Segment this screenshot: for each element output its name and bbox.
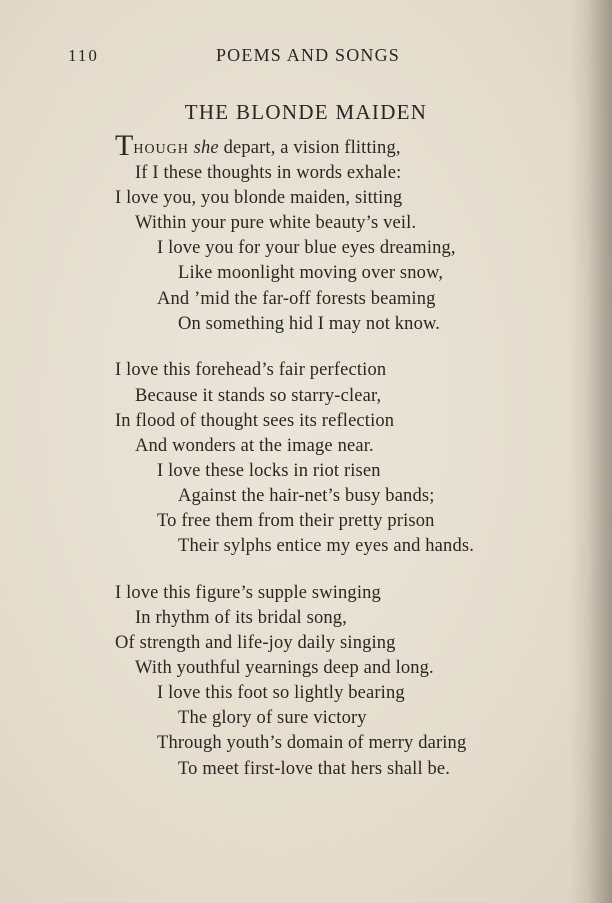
- stanza-break: [115, 337, 585, 359]
- poem-line: Their sylphs entice my eyes and hands.: [178, 536, 474, 557]
- drop-cap: T: [115, 129, 134, 162]
- poem-line: Within your pure white beauty’s veil.: [135, 213, 417, 234]
- poem-line: To free them from their pretty prison: [157, 511, 435, 531]
- poem-line: I love this figure’s supple swinging: [115, 582, 381, 603]
- poem-line: And ’mid the far-off forests beaming: [157, 288, 436, 309]
- poem-line: If I these thoughts in words exhale:: [135, 163, 402, 184]
- poem-line: With youthful yearnings deep and long.: [135, 658, 434, 679]
- first-word-smallcaps: HOUGH: [133, 142, 189, 157]
- poem-line: To meet first-love that hers shall be.: [178, 758, 451, 779]
- poem-line: I love this forehead’s fair perfection: [115, 360, 387, 381]
- page-number: 110: [68, 46, 99, 65]
- poem-line: The glory of sure victory: [178, 708, 367, 729]
- first-line-italic-word: she: [193, 138, 219, 158]
- stanza-break: [115, 559, 585, 581]
- running-head: POEMS AND SONGS: [215, 45, 401, 65]
- poem-line: I love you, you blonde maiden, sitting: [115, 188, 403, 209]
- poem-line: I love you for your blue eyes dreaming,: [157, 238, 456, 259]
- poem-line: Against the hair-net’s busy bands;: [178, 485, 435, 506]
- poem-line: In rhythm of its bridal song,: [135, 607, 347, 628]
- poem-title: THE BLONDE MAIDEN: [184, 100, 428, 124]
- poem-line: I love this foot so lightly bearing: [157, 683, 405, 704]
- poem-line: Through youth’s domain of merry daring: [157, 733, 467, 754]
- poem-line: Like moonlight moving over snow,: [178, 263, 444, 284]
- poem-body: [115, 129, 585, 782]
- poem-line-first: [115, 129, 585, 162]
- poem-line: In flood of thought sees its reflection: [115, 410, 395, 431]
- poem-line: Of strength and life-joy daily singing: [115, 633, 396, 654]
- first-line-rest: depart, a vision flitting,: [223, 138, 401, 158]
- poem-line: I love these locks in riot risen: [157, 460, 381, 481]
- poem-line: And wonders at the image near.: [135, 435, 374, 456]
- poem-line: On something hid I may not know.: [178, 313, 441, 334]
- poem-line: Because it stands so starry-clear,: [135, 385, 382, 406]
